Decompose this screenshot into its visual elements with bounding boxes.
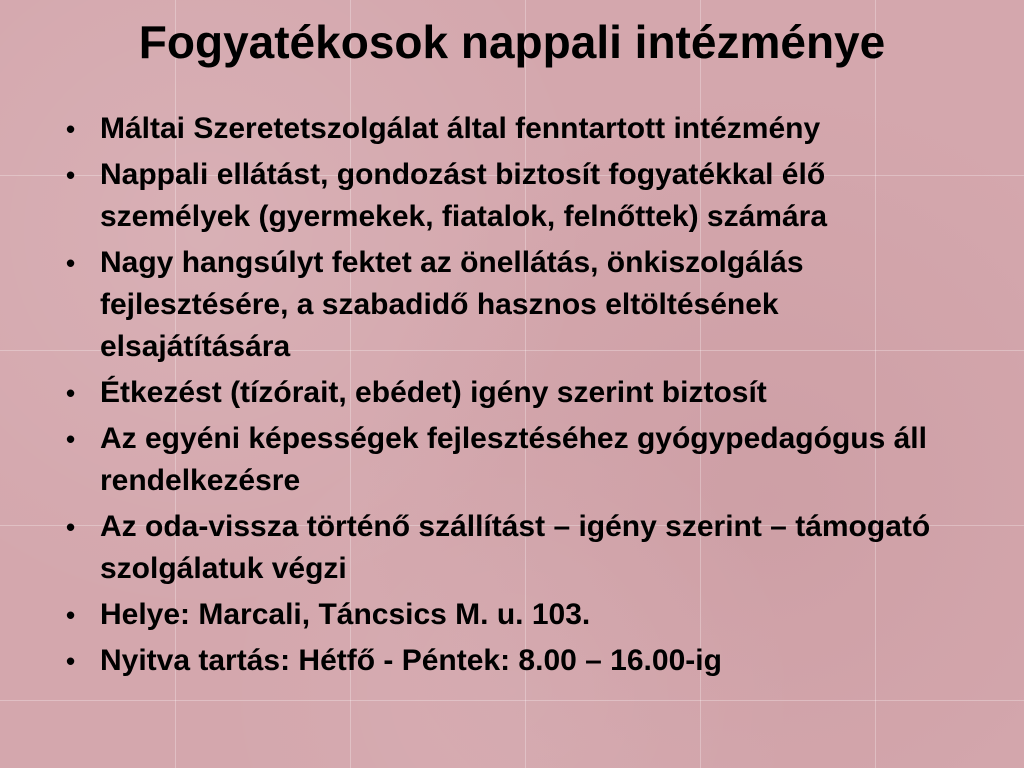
- bullet-icon: •: [66, 646, 76, 676]
- bullet-text: Nagy hangsúlyt fektet az önellátás, önkiszolgálás fejlesztésére, a szabadidő hasznos eltöltésének elsajátítására: [100, 246, 804, 363]
- bullet-icon: •: [66, 424, 76, 454]
- bullet-text: Nyitva tartás: Hétfő - Péntek: 8.00 – 16.00-ig: [100, 644, 722, 677]
- bullet-icon: •: [66, 512, 76, 542]
- bullet-item: [60, 418, 960, 502]
- tile-divider: [0, 700, 1024, 701]
- bullet-icon: •: [66, 600, 76, 630]
- bullet-text: Máltai Szeretetszolgálat által fenntartott intézmény: [100, 112, 821, 145]
- bullet-text: Az oda-vissza történő szállítást – igény szerint – támogató szolgálatuk végzi: [100, 510, 931, 585]
- bullet-icon: •: [66, 160, 76, 190]
- bullet-item: [60, 242, 960, 368]
- bullet-text: Étkezést (tízórait, ebédet) igény szerint biztosít: [100, 376, 767, 409]
- bullet-item: [60, 506, 960, 590]
- slide-title: Fogyatékosok nappali intézménye: [138, 16, 886, 68]
- bullet-item: [60, 108, 960, 150]
- bullet-text: Helye: Marcali, Táncsics M. u. 103.: [100, 598, 591, 631]
- bullet-item: [60, 594, 960, 636]
- bullet-item: [60, 154, 960, 238]
- bullet-icon: •: [66, 114, 76, 144]
- bullet-item: [60, 640, 960, 682]
- bullet-item: [60, 372, 960, 414]
- bullet-list: [60, 108, 960, 686]
- bullet-text: Az egyéni képességek fejlesztéséhez gyógypedagógus áll rendelkezésre: [100, 422, 927, 497]
- bullet-icon: •: [66, 378, 76, 408]
- bullet-text: Nappali ellátást, gondozást biztosít fogyatékkal élő személyek (gyermekek, fiatalok, felnőttek) számára: [100, 158, 828, 233]
- bullet-icon: •: [66, 248, 76, 278]
